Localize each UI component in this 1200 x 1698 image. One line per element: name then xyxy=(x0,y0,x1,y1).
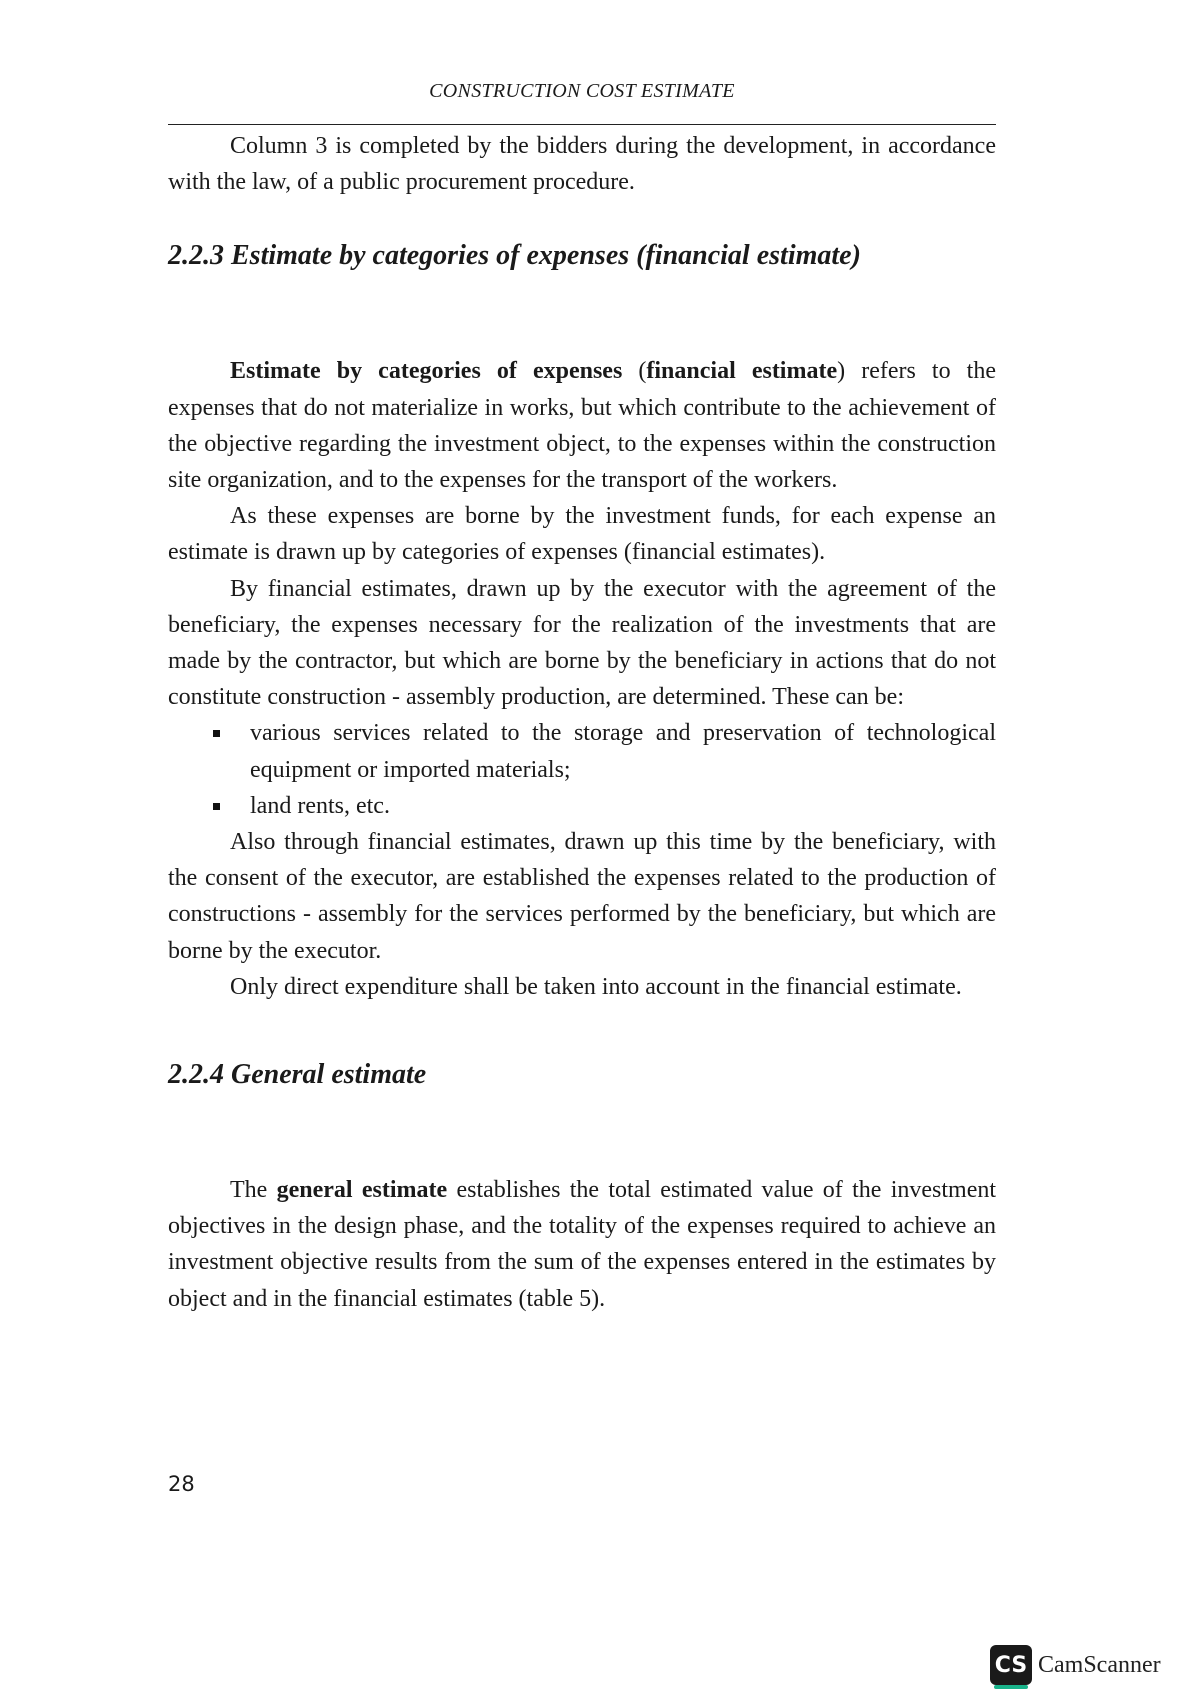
header-rule xyxy=(168,124,996,125)
spacer xyxy=(168,274,996,353)
section-heading-2-2-3: 2.2.3 Estimate by categories of expenses (financial estimate) xyxy=(168,240,861,272)
text-run: The xyxy=(230,1177,277,1204)
camscanner-logo-icon: CS xyxy=(990,1645,1032,1685)
bold-term: Estimate by categories of expenses xyxy=(230,358,623,385)
bold-term: financial estimate xyxy=(646,358,838,385)
bullet-icon xyxy=(213,730,220,737)
paragraph-also-through: Also through financial estimates, drawn up this time by the beneficiary, with the consent of the executor, are established the expenses related to the production of constructions - assembly for the services performed by the beneficiary, but which are borne by the executor. xyxy=(168,829,996,964)
text-run: ( xyxy=(622,358,647,385)
camscanner-watermark xyxy=(990,1644,1161,1686)
page-body xyxy=(168,128,996,1317)
bullet-icon xyxy=(213,803,220,810)
intro-paragraph: Column 3 is completed by the bidders during the development, in accordance with the law, of a public procurement procedure. xyxy=(168,133,996,196)
page-number: 28 xyxy=(168,1472,195,1496)
list-item xyxy=(168,715,996,787)
paragraph-financial-estimate-definition xyxy=(168,353,996,498)
paragraph-general-estimate xyxy=(168,1172,996,1317)
camscanner-label: CamScanner xyxy=(1038,1651,1161,1678)
running-header: CONSTRUCTION COST ESTIMATE xyxy=(429,80,735,102)
paragraph-investment-funds: As these expenses are borne by the investment funds, for each expense an estimate is drawn up by categories of expenses (financial estimates). xyxy=(168,503,996,566)
list-item-text: various services related to the storage and preservation of technological equipment or imported materials; xyxy=(250,720,996,783)
paragraph-only-direct: Only direct expenditure shall be taken into account in the financial estimate. xyxy=(230,973,962,1000)
bold-term: general estimate xyxy=(276,1177,448,1204)
expense-list xyxy=(168,715,996,824)
text-run: ) refers to the expenses that do not materialize in works, but which contribute to the achievement of the objective regarding the investment object, to the expenses within the construction site organization, and to the expenses for the transport of the workers. xyxy=(168,358,996,494)
section-heading-2-2-4: 2.2.4 General estimate xyxy=(168,1059,427,1091)
list-item-text: land rents, etc. xyxy=(250,792,390,819)
list-item xyxy=(168,788,996,824)
text-run: establishes the total estimated value of the investment objectives in the design phase, and the totality of the expenses required to achieve an investment objective results from the sum of the expenses entered in the estimates by object and in the financial estimates (table 5). xyxy=(168,1177,997,1312)
spacer xyxy=(168,1093,996,1172)
paragraph-by-financial-estimates: By financial estimates, drawn up by the executor with the agreement of the beneficiary, the expenses necessary for the realization of the investments that are made by the contractor, but which are borne by the beneficiary in actions that do not constitute construction - assembly production, are determined. These can be: xyxy=(168,575,996,711)
